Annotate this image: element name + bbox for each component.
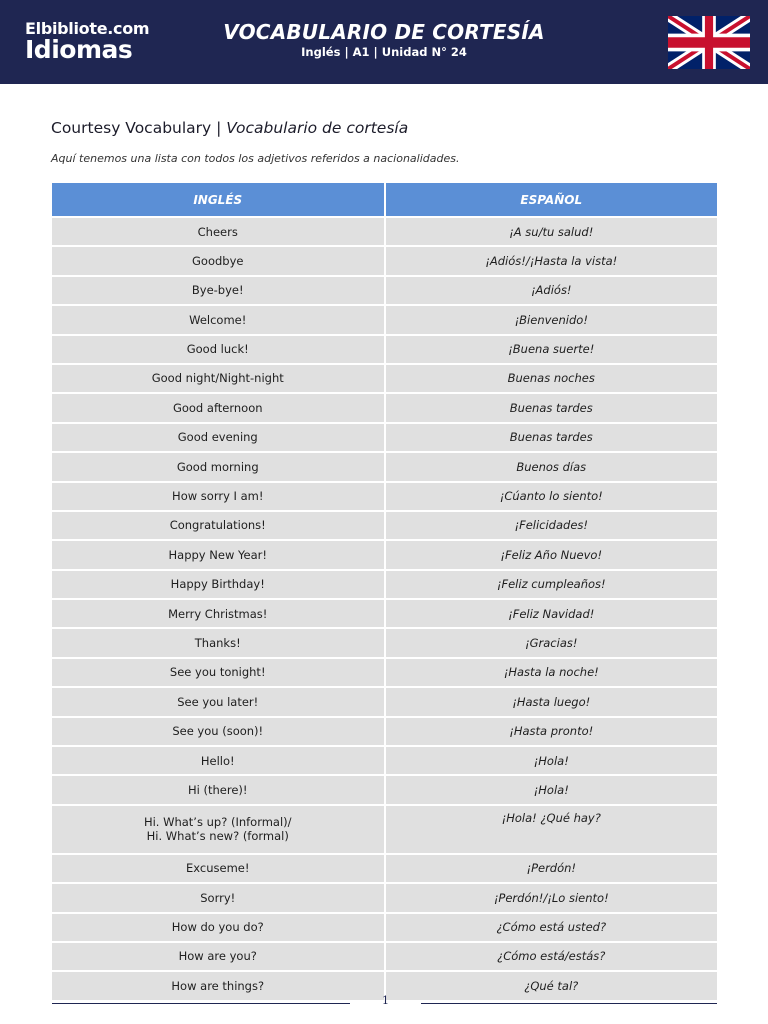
cell-spanish — [385, 305, 718, 334]
cell-spanish — [385, 913, 718, 942]
english-term: Good morning — [176, 459, 259, 474]
english-term: Good night/Night-night — [151, 371, 284, 386]
header-banner — [0, 0, 768, 84]
spanish-term: Buenas tardes — [509, 430, 593, 445]
cell-english — [52, 335, 385, 364]
cell-spanish — [385, 717, 718, 746]
english-term: Welcome! — [189, 312, 247, 327]
cell-english — [52, 717, 385, 746]
cell-english — [52, 805, 385, 854]
english-term: Thanks! — [194, 635, 241, 650]
english-term: Bye-bye! — [191, 283, 244, 298]
cell-spanish — [385, 805, 718, 854]
brand-site-name: Elbibliote.com — [25, 19, 150, 38]
spanish-term: ¡Feliz cumpleaños! — [496, 577, 606, 592]
table-row — [52, 511, 717, 540]
table-row — [52, 482, 717, 511]
table-row — [52, 628, 717, 657]
table-row — [52, 599, 717, 628]
spanish-term: ¡Bienvenido! — [514, 312, 588, 327]
english-term: See you tonight! — [169, 665, 266, 680]
cell-english — [52, 942, 385, 971]
spanish-term: ¿Qué tal? — [524, 978, 579, 993]
spanish-term: Buenas tardes — [509, 400, 593, 415]
table-row — [52, 942, 717, 971]
cell-english — [52, 276, 385, 305]
cell-english — [52, 687, 385, 716]
spanish-term: ¡Hola! — [533, 782, 569, 797]
cell-english — [52, 482, 385, 511]
english-term: Good afternoon — [172, 400, 263, 415]
table-row — [52, 746, 717, 775]
english-term: Hello! — [200, 753, 235, 768]
page-number: 1 — [382, 994, 389, 1007]
cell-spanish — [385, 276, 718, 305]
cell-english — [52, 246, 385, 275]
english-term: Sorry! — [200, 890, 236, 905]
cell-english — [52, 570, 385, 599]
spanish-term: ¿Cómo está/estás? — [497, 949, 606, 964]
cell-spanish — [385, 971, 718, 999]
spanish-term: ¡Adiós! — [530, 283, 572, 298]
brand-section-name: Idiomas — [25, 35, 133, 64]
cell-spanish — [385, 687, 718, 716]
cell-spanish — [385, 423, 718, 452]
english-term: How are things? — [171, 978, 265, 993]
cell-spanish — [385, 570, 718, 599]
cell-english — [52, 540, 385, 569]
cell-english — [52, 746, 385, 775]
spanish-term: ¡A su/tu salud! — [509, 224, 594, 239]
section-title-english: Courtesy Vocabulary | — [51, 119, 227, 137]
cell-english — [52, 393, 385, 422]
cell-spanish — [385, 452, 718, 481]
column-header-espanol: ESPAÑOL — [385, 183, 718, 217]
cell-english — [52, 883, 385, 912]
table-row — [52, 423, 717, 452]
column-header-ingles: INGLÉS — [52, 183, 385, 217]
english-term: How do you do? — [171, 920, 264, 935]
brand-logo — [25, 21, 149, 62]
cell-english — [52, 854, 385, 883]
spanish-term: ¡Hasta luego! — [512, 694, 591, 709]
table-row — [52, 658, 717, 687]
cell-spanish — [385, 746, 718, 775]
footer-divider-right — [421, 1003, 717, 1004]
english-term: See you later! — [177, 694, 259, 709]
english-term: How are you? — [178, 949, 257, 964]
cell-spanish — [385, 482, 718, 511]
table-row — [52, 775, 717, 804]
cell-english — [52, 599, 385, 628]
uk-flag-icon — [668, 16, 750, 69]
english-term: How sorry I am! — [172, 489, 264, 504]
table-row — [52, 305, 717, 334]
cell-spanish — [385, 942, 718, 971]
cell-spanish — [385, 658, 718, 687]
table-row — [52, 276, 717, 305]
table-row — [52, 883, 717, 912]
footer-divider-left — [52, 1003, 350, 1004]
cell-spanish — [385, 854, 718, 883]
table-row — [52, 913, 717, 942]
cell-english — [52, 364, 385, 393]
english-term: Merry Christmas! — [168, 606, 268, 621]
section-title-spanish: Vocabulario de cortesía — [226, 119, 409, 137]
spanish-term: ¡Adiós!/¡Hasta la vista! — [485, 253, 618, 268]
english-term: Hi. What’s up? (Informal)/ — [143, 814, 292, 829]
spanish-term: ¡Buena suerte! — [508, 342, 595, 357]
cell-spanish — [385, 364, 718, 393]
table-body — [52, 217, 717, 1000]
cell-spanish — [385, 775, 718, 804]
cell-spanish — [385, 628, 718, 657]
spanish-term: ¡Cúanto lo siento! — [499, 489, 603, 504]
english-term: Happy Birthday! — [170, 577, 265, 592]
table-row — [52, 452, 717, 481]
english-term: Hi (there)! — [187, 782, 248, 797]
english-term: Cheers — [197, 224, 238, 239]
cell-spanish — [385, 217, 718, 246]
english-term: Good luck! — [186, 342, 249, 357]
cell-english — [52, 423, 385, 452]
cell-spanish — [385, 599, 718, 628]
cell-english — [52, 628, 385, 657]
spanish-term: ¡Hasta la noche! — [503, 665, 599, 680]
cell-english — [52, 452, 385, 481]
table-row — [52, 246, 717, 275]
english-term: Congratulations! — [169, 518, 266, 533]
english-term: Happy New Year! — [168, 547, 267, 562]
section-title — [51, 119, 408, 137]
spanish-term: ¡Hola! — [533, 753, 569, 768]
spanish-term: ¡Gracias! — [525, 635, 578, 650]
cell-spanish — [385, 335, 718, 364]
english-term: Good evening — [177, 430, 258, 445]
cell-spanish — [385, 393, 718, 422]
intro-text: Aquí tenemos una lista con todos los adjetivos referidos a nacionalidades. — [51, 152, 460, 165]
spanish-term: Buenas noches — [507, 371, 595, 386]
table-row — [52, 393, 717, 422]
vocabulary-table — [52, 183, 717, 1000]
spanish-term: ¡Perdón! — [526, 861, 577, 876]
cell-english — [52, 511, 385, 540]
english-term: Goodbye — [192, 253, 244, 268]
cell-spanish — [385, 883, 718, 912]
spanish-term: ¡Feliz Navidad! — [508, 606, 595, 621]
table-row — [52, 217, 717, 246]
spanish-term: ¡Feliz Año Nuevo! — [500, 547, 603, 562]
table-row — [52, 805, 717, 854]
spanish-term: ¡Hasta pronto! — [509, 724, 594, 739]
table-row — [52, 335, 717, 364]
spanish-term: ¡Hola! ¿Qué hay? — [501, 810, 601, 825]
table-row — [52, 854, 717, 883]
page-title: VOCABULARIO DE CORTESÍA — [223, 20, 545, 44]
cell-english — [52, 217, 385, 246]
table-row — [52, 687, 717, 716]
cell-english — [52, 775, 385, 804]
table-header-row — [52, 183, 717, 217]
english-term: Excuseme! — [186, 861, 250, 876]
cell-spanish — [385, 511, 718, 540]
spanish-term: ¿Cómo está usted? — [496, 920, 607, 935]
spanish-term: Buenos días — [516, 459, 587, 474]
cell-english — [52, 305, 385, 334]
cell-spanish — [385, 246, 718, 275]
cell-english — [52, 913, 385, 942]
cell-spanish — [385, 540, 718, 569]
cell-english — [52, 971, 385, 999]
table-row — [52, 540, 717, 569]
cell-english — [52, 658, 385, 687]
table-row — [52, 717, 717, 746]
english-term: See you (soon)! — [172, 724, 264, 739]
page-subtitle: Inglés | A1 | Unidad N° 24 — [301, 45, 467, 59]
english-term-line2: Hi. What’s new? (formal) — [146, 829, 289, 844]
spanish-term: ¡Perdón!/¡Lo siento! — [493, 890, 609, 905]
spanish-term: ¡Felicidades! — [514, 518, 589, 533]
table-row — [52, 570, 717, 599]
table-row — [52, 364, 717, 393]
